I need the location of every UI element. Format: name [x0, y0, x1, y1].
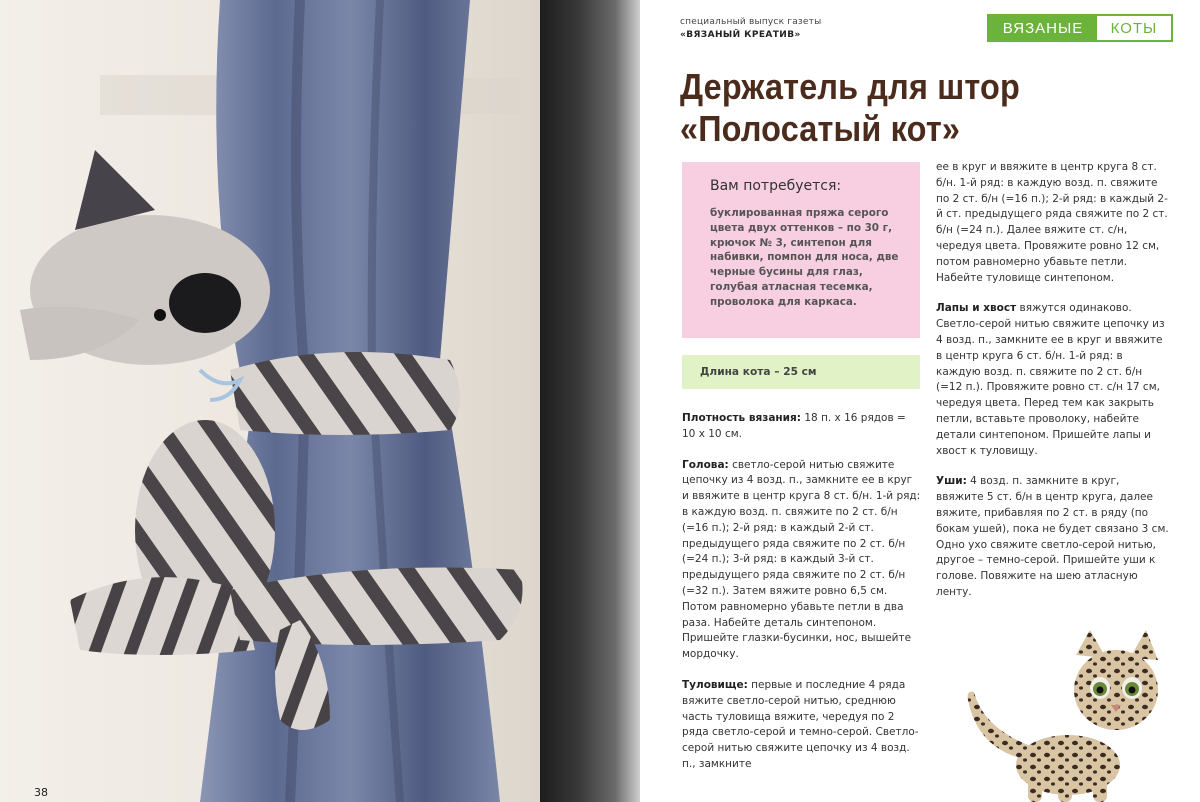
ears-text: 4 возд. п. замкните в круг, ввяжите 5 ст. б/н в центр круга, далее вяжите, прибавляя по 2 ст. в ряду (по бокам ушей), пока не будет связано 3 см. Одно ухо свяжите светло-серой нитью, другое – темно-серой. Пришейте уши к голове. Повяжите на шею атласную ленту. [936, 475, 1169, 598]
legs-tail-paragraph [936, 301, 1170, 459]
body-paragraph [682, 678, 922, 773]
head-text: светло-серой нитью свяжите цепочку из 4 возд. п., замкните ее в круг и ввяжите в центр круга 8 ст. б/н. 1-й ряд: в каждую возд. п. свяжите по 2 ст. б/н (=16 п.); 2-й ряд: в каждый 2-й ст. предыдущего ряда свяжите по 2 ст. б/н (=24 п.); 3-й ряд: в каждый 3-й ст. предыдущего ряда свяжите по 2 ст. б/н (=32 п.). Затем вяжите ровно 6,5 см. Потом равномерно убавьте петли в два раза. Набейте деталь синтепоном. Пришейте глазки-бусинки, нос, вышейте мордочку. [682, 458, 921, 661]
section-badge [987, 14, 1173, 42]
article-title-line1: Держатель для штор [680, 66, 1020, 107]
book-gutter [540, 0, 640, 802]
materials-text: буклированная пряжа серого цвета двух оттенков – по 30 г, крючок № 3, синтепон для набивки, помпон для носа, две черные бусины для глаз, голубая атласная тесемка, проволока для каркаса. [710, 207, 899, 308]
header-kicker: специальный выпуск газеты [680, 17, 822, 27]
column-left [682, 162, 922, 773]
page-number: 38 [34, 786, 48, 799]
head-paragraph [682, 458, 922, 663]
density-label: Плотность вязания: [682, 412, 801, 424]
column-right [936, 160, 1170, 601]
length-box: Длина кота – 25 см [682, 355, 920, 389]
ears-paragraph [936, 474, 1170, 600]
head-label: Голова: [682, 458, 729, 471]
body-text: первые и последние 4 ряда вяжите светло-серой нитью, среднюю часть туловища вяжите, чередуя по 2 ряда светло-серой и темно-серой. Светло-серой нитью свяжите цепочку из 4 возд. п., замкните [682, 678, 919, 770]
materials-box [682, 162, 920, 338]
legs-tail-text: вяжутся одинаково. Светло-серой нитью свяжите цепочку из 4 возд. п., замкните ее в круг и ввяжите в центр круга 6 ст. б/н. 1-й ряд: в каждую возд. п. свяжите по 2 ст. б/н (=12 п.). Провяжите ровно ст. с/н 17 см, чередуя цвета. Перед тем как закрыть петли, вставьте проволоку, набейте детали синтепоном. Пришейте лапы и хвост к туловищу. [936, 302, 1165, 457]
section-badge-secondary: КОТЫ [1097, 16, 1171, 40]
article-title [680, 66, 1103, 150]
article-title-line2: «Полосатый кот» [680, 108, 961, 149]
body-continued-paragraph: ее в круг и ввяжите в центр круга 8 ст. б/н. 1-й ряд: в каждую возд. п. свяжите по 2 ст. б/н (=16 п.); 2-й ряд: в каждый 2-й ст. предыдущего ряда свяжите по 2 ст. б/н (=24 п.). Далее вяжите ст. с/н, чередуя цвета. Провяжите ровно 12 см, потом равномерно убавьте петли. Набейте туловище синтепоном. [936, 161, 1168, 284]
ears-label: Уши: [936, 475, 967, 488]
legs-tail-label: Лапы и хвост [936, 302, 1017, 315]
right-page [640, 0, 1200, 802]
cat-curtain-holder-photo [0, 0, 540, 802]
kitten-illustration [958, 630, 1168, 802]
body-label: Туловище: [682, 678, 748, 691]
header-newspaper-title: «ВЯЗАНЫЙ КРЕАТИВ» [680, 30, 801, 40]
density-text: 18 п. х 16 рядов = 10 х 10 см. [682, 412, 906, 440]
density-paragraph [682, 411, 922, 443]
section-badge-primary: ВЯЗАНЫЕ [989, 16, 1097, 40]
left-page [0, 0, 540, 802]
materials-heading: Вам потребуется: [710, 178, 842, 194]
